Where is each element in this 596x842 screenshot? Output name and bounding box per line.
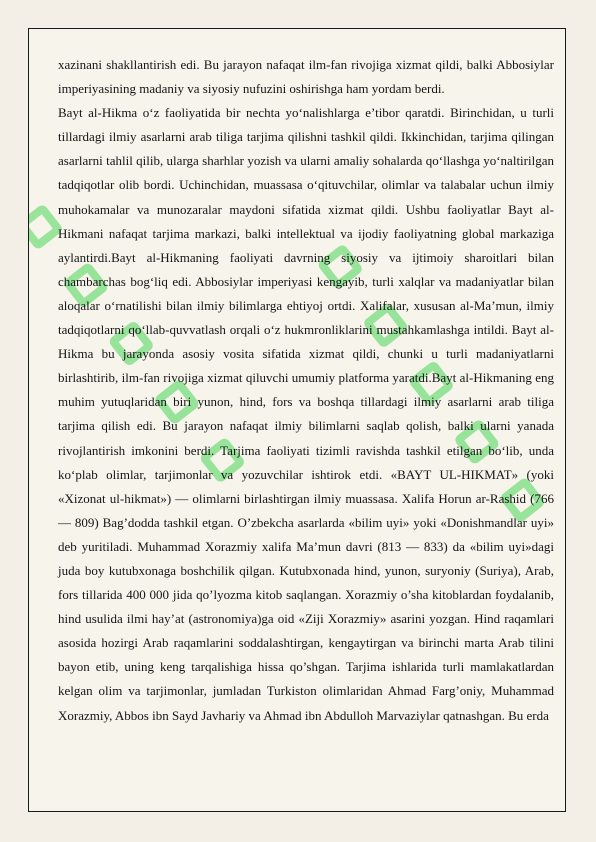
paragraph: Bayt al-Hikma o‘z faoliyatida bir nechta yo‘nalishlarga e’tibor qaratdi. Birinchidan, u turli tillardagi ilmiy asarlarni arab tiliga tarjima qilishni tashkil qildi. Ikkinchidan, tarjima qilingan asarlarni tahlil qilib, ularga sharhlar yozish va ularni amaliy sohalarda qo‘llashga yo‘naltirilgan tadqiqotlar olib bordi. Uchinchidan, muassasa o‘qituvchilar, olimlar va talabalar uchun ilmiy muhokamalar va munozaralar maydoni sifatida xizmat qildi. Ushbu faoliyatlar Bayt al-Hikmani nafaqat tarjima markazi, balki intellektual va ijodiy faoliyatning global markaziga aylantirdi.Bayt al-Hikmaning faoliyati davrning siyosiy va ijtimoiy sharoitlari bilan chambarchas bog‘liq edi. Abbosiylar imperiyasi kengayib, turli xalqlar va madaniyatlar bilan aloqalar o‘rnatilishi bilan ilmiy bilimlarga ehtiyoj ortdi. Xalifalar, xususan al-Ma’mun, ilmiy tadqiqotlarni qo‘llab-quvvatlash orqali o‘z hukmronliklarini mustahkamlashga intildi. Bayt al-Hikma bu jarayonda asosiy vosita sifatida xizmat qildi, chunki u turli madaniyatlarni birlashtirib, ilm-fan rivojiga xizmat qiluvchi umumiy platforma yaratdi.Bayt al-Hikmaning eng muhim yutuqlaridan biri yunon, hind, fors va boshqa tillardagi ilmiy asarlarni arab tiliga tarjima qilish edi. Bu jarayon nafaqat ilmiy bilimlarni saqlab qolish, balki ularni yanada rivojlantirish imkonini berdi. Tarjima faoliyati tizimli ravishda tashkil etilgan bo‘lib, unda ko‘plab olimlar, tarjimonlar va yozuvchilar ishtirok etdi. «BAYT UL-HIKMAT» (yoki «Xizonat ul-hikmat») — olimlarni birlashtirgan ilmiy muassasa. Xalifa Horun ar-Rashid (766 — 809) Bag’dodda tashkil etgan. O’zbekcha asarlarda «bilim uyi» yoki «Donishmandlar uyi» deb yuritiladi. Muhammad Xorazmiy xalifa Ma’mun davri (813 — 833) da «bilim uyi»dagi juda boy kutubxonaga boshchilik qilgan. Kutubxonada hind, yunon, suryoniy (Suriya), Arab, fors tillarida 400 000 jida qo’lyozma kitob saqlangan. Xorazmiy o’sha kitoblardan foydalanib, hind usulida ilmi hay’at (astronomiya)ga oid «Ziji Xorazmiy» asarini yozgan. Hind raqamlari asosida hozirgi Arab raqamlarini soddalashtirgan, kengaytirgan va birinchi marta Arab tilini bayon etib, uning keng tarqalishiga hissa qo’shgan. Tarjima ishlarida turli mamlakatlardan kelgan olim va tarjimonlar, jumladan Turkiston olimlaridan Ahmad Farg’oniy, Muhammad Xorazmiy, Abbos ibn Sayd Javhariy va Ahmad ibn Abdulloh Marvaziylar qatnashgan. Bu erda: [58, 105, 554, 723]
paragraph: xazinani shakllantirish edi. Bu jarayon nafaqat ilm-fan rivojiga xizmat qildi, balki Abbosiylar imperiyasining madaniy va siyosiy nufuzini oshirishga ham yordam berdi.: [58, 57, 554, 97]
document-body: [58, 53, 554, 728]
